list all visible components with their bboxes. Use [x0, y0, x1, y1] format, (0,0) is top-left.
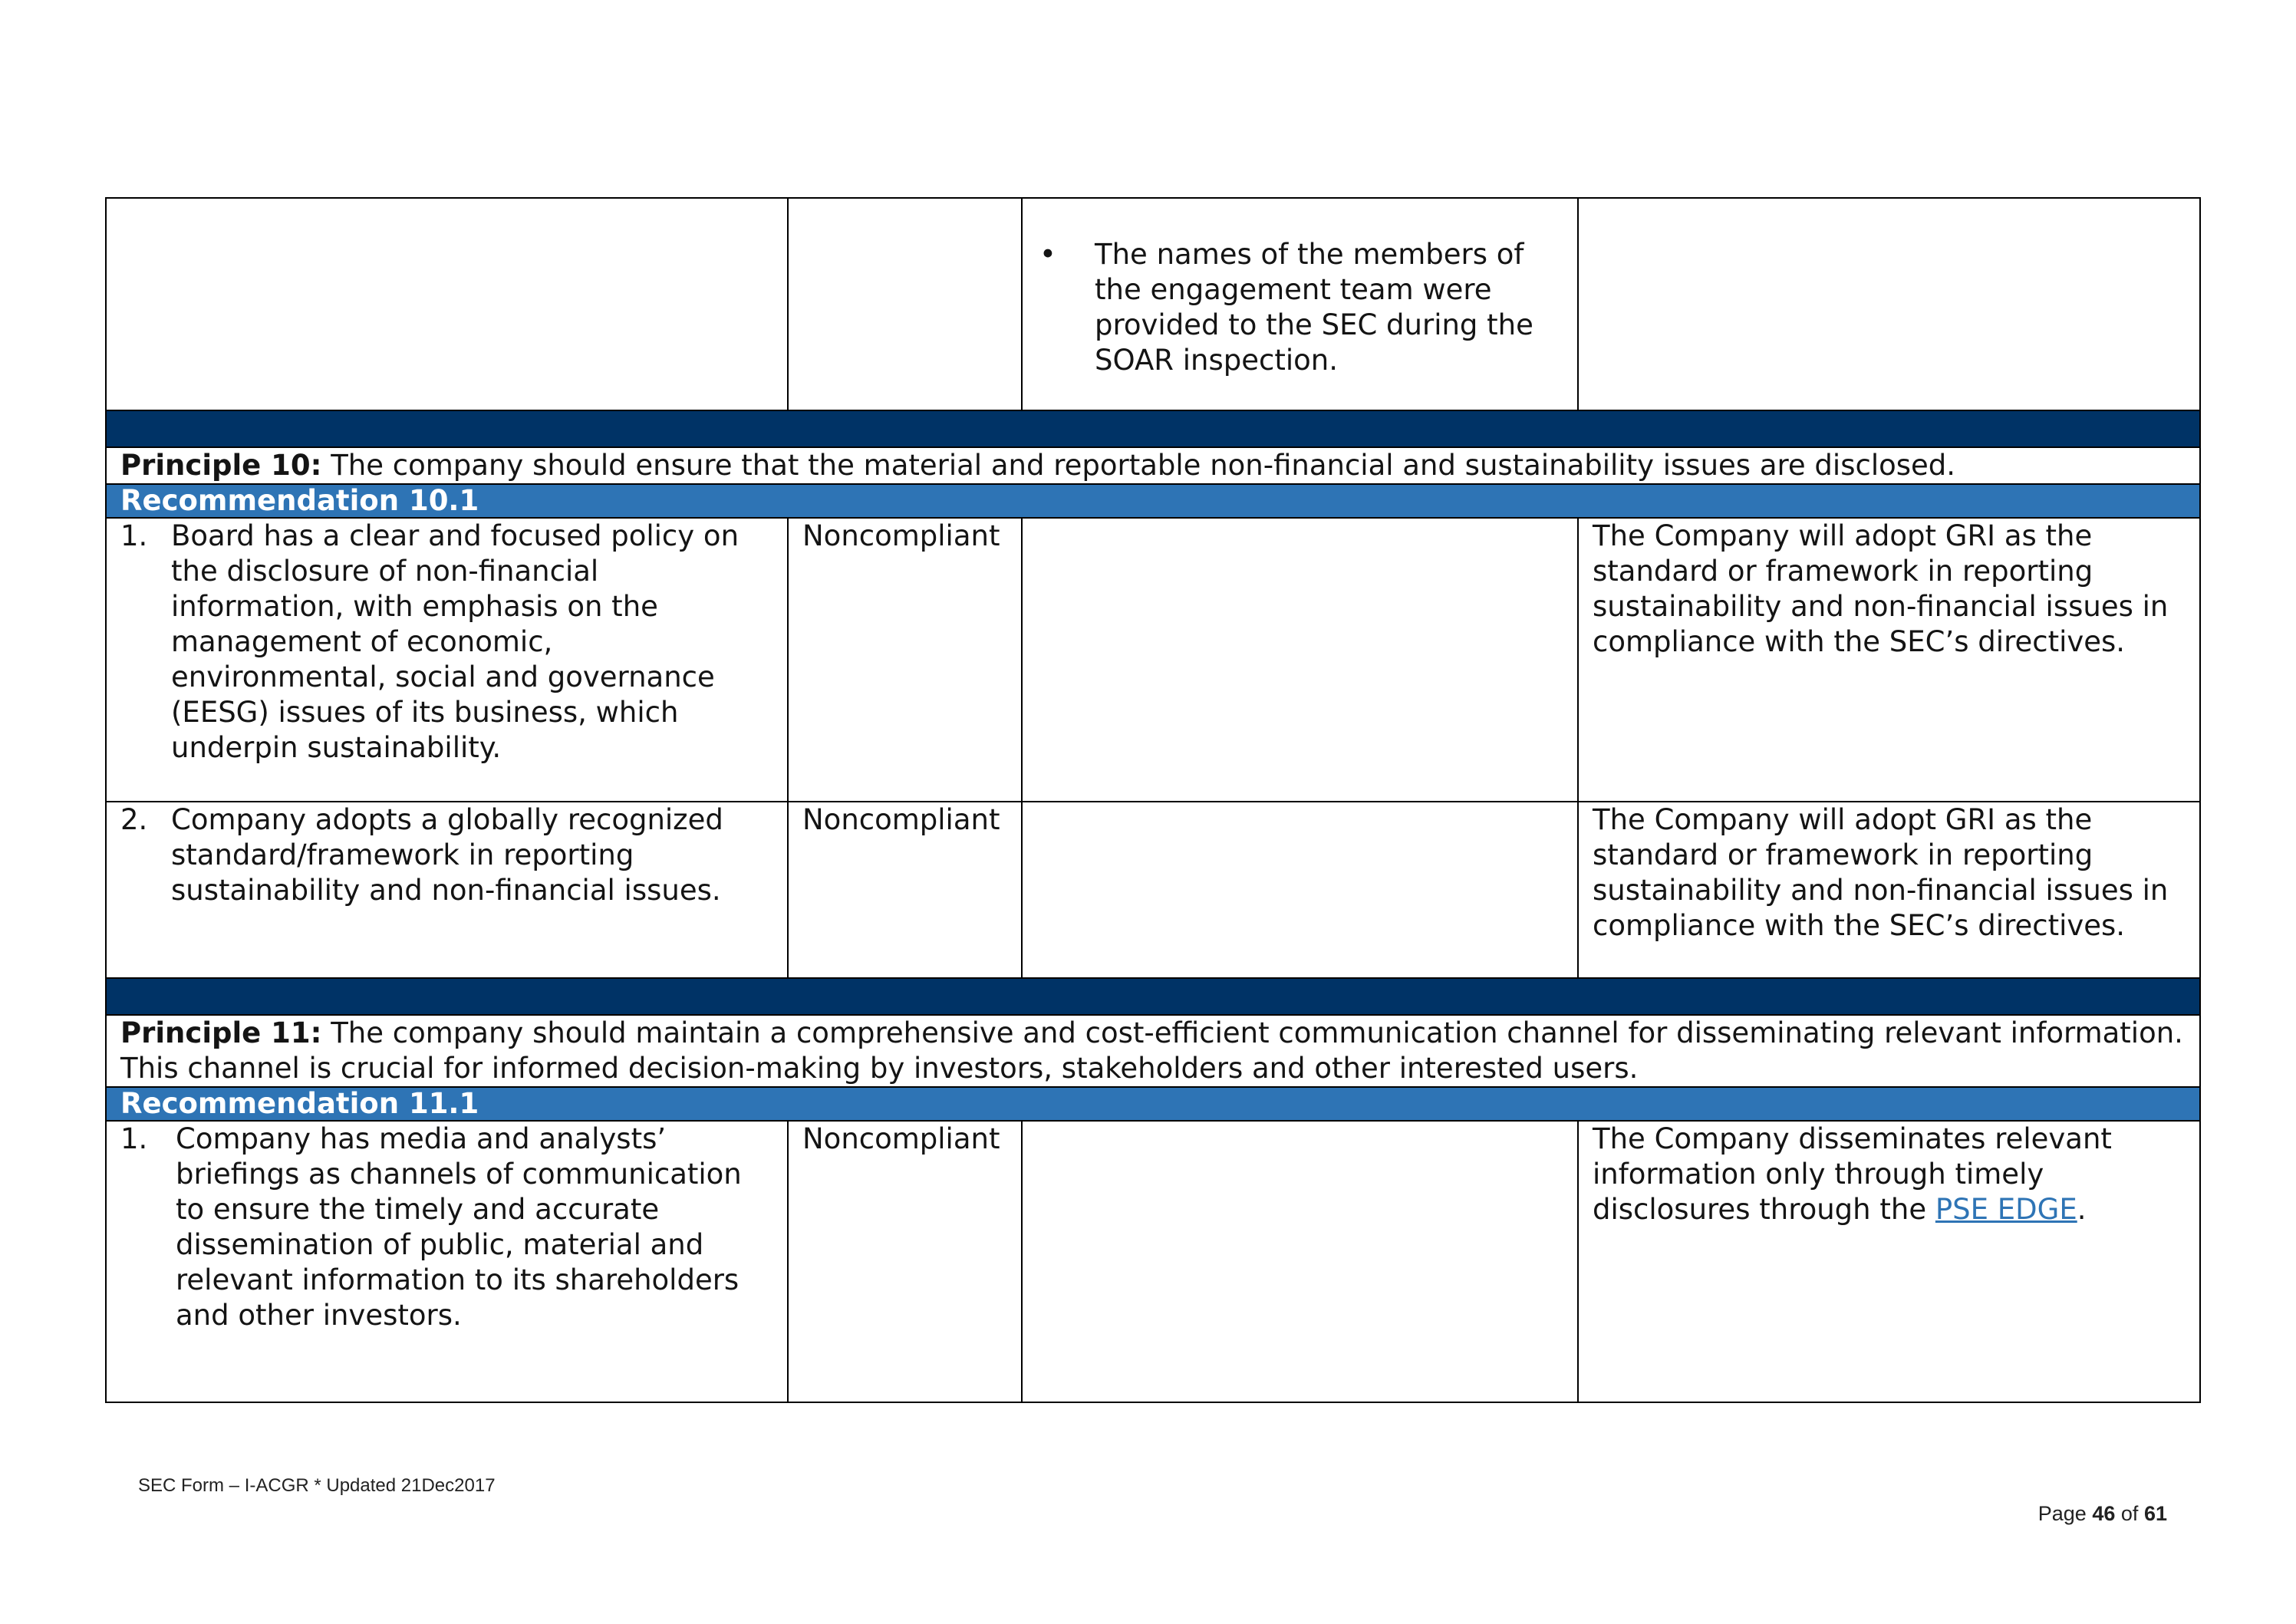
cell-recommendation	[106, 802, 788, 978]
cell-status: Noncompliant	[788, 802, 1022, 978]
section-divider	[106, 978, 2200, 1015]
explanation-period: .	[2077, 1193, 2087, 1226]
item-number: 1.	[120, 519, 148, 552]
principle-text: The company should ensure that the material and reportable non-financial and sustainability issues are disclosed.	[331, 449, 1956, 482]
cell-details	[1022, 802, 1578, 978]
cell-status: Noncompliant	[788, 518, 1022, 802]
page-prefix: Page	[2037, 1502, 2087, 1525]
item-text: Company adopts a globally recognized standard/framework in reporting sustainability and non-financial issues.	[171, 803, 723, 907]
item-number: 1.	[120, 1122, 148, 1155]
page-current: 46	[2092, 1502, 2116, 1525]
item-text: Board has a clear and focused policy on the disclosure of non-financial information, with emphasis on the management of economic, environmental, social and governance (EESG) issues of its business, which underpin sustainability.	[171, 519, 740, 764]
cell-details	[1022, 198, 1578, 410]
numbered-item	[120, 519, 773, 766]
table-row	[106, 1121, 2200, 1402]
bullet-icon: •	[1039, 238, 1056, 271]
principle-row	[106, 447, 2200, 484]
pse-edge-link[interactable]: PSE EDGE	[1935, 1193, 2077, 1226]
cell-explanation: The Company will adopt GRI as the standard or framework in reporting sustainability and non-financial issues in compliance with the SEC’s directives.	[1578, 802, 2200, 978]
principle-text: The company should maintain a comprehensive and cost-efficient communication channel for disseminating relevant information. This channel is crucial for informed decision-making by investors, stakeholders and other interested users.	[120, 1016, 2183, 1085]
cell-recommendation	[106, 518, 788, 802]
principle-label: Principle 11:	[120, 1016, 322, 1049]
page-total: 61	[2143, 1502, 2167, 1525]
table-row	[106, 802, 2200, 978]
cell-explanation	[1578, 198, 2200, 410]
cell-recommendation	[106, 1121, 788, 1402]
numbered-item	[120, 1122, 773, 1333]
section-divider	[106, 410, 2200, 447]
acgr-table-container	[105, 197, 2199, 1403]
principle-11	[106, 1015, 2200, 1087]
page-number	[2038, 1502, 2167, 1526]
cell-status: Noncompliant	[788, 1121, 1022, 1402]
item-text: Company has media and analysts’ briefings as channels of communication to ensure the timely and accurate dissemination of public, material and relevant information to its shareholders and other investors.	[176, 1122, 742, 1332]
cell-explanation	[1578, 1121, 2200, 1402]
principle-row	[106, 1015, 2200, 1087]
item-number: 2.	[120, 803, 148, 836]
bullet-text: The names of the members of the engagement team were provided to the SEC during the SOAR inspection.	[1095, 238, 1533, 377]
cell-details	[1022, 1121, 1578, 1402]
numbered-item	[120, 802, 773, 908]
cell-explanation: The Company will adopt GRI as the standard or framework in reporting sustainability and non-financial issues in compliance with the SEC’s directives.	[1578, 518, 2200, 802]
cell-details	[1022, 518, 1578, 802]
form-footer: SEC Form – I-ACGR * Updated 21Dec2017	[138, 1475, 496, 1496]
acgr-table	[105, 197, 2201, 1403]
page-of: of	[2120, 1502, 2139, 1525]
bullet-item	[1036, 199, 1563, 378]
recommendation-row	[106, 1087, 2200, 1121]
divider-band	[106, 978, 2200, 1015]
divider-band	[106, 410, 2200, 447]
principle-label: Principle 10:	[120, 449, 322, 482]
cell-recommendation	[106, 198, 788, 410]
recommendation-10-1: Recommendation 10.1	[106, 484, 2200, 518]
principle-10	[106, 447, 2200, 484]
table-row	[106, 518, 2200, 802]
cell-status	[788, 198, 1022, 410]
recommendation-row	[106, 484, 2200, 518]
table-row	[106, 198, 2200, 410]
explanation-text: The Company disseminates relevant information only through timely disclosures through the	[1593, 1122, 2112, 1226]
recommendation-11-1: Recommendation 11.1	[106, 1087, 2200, 1121]
